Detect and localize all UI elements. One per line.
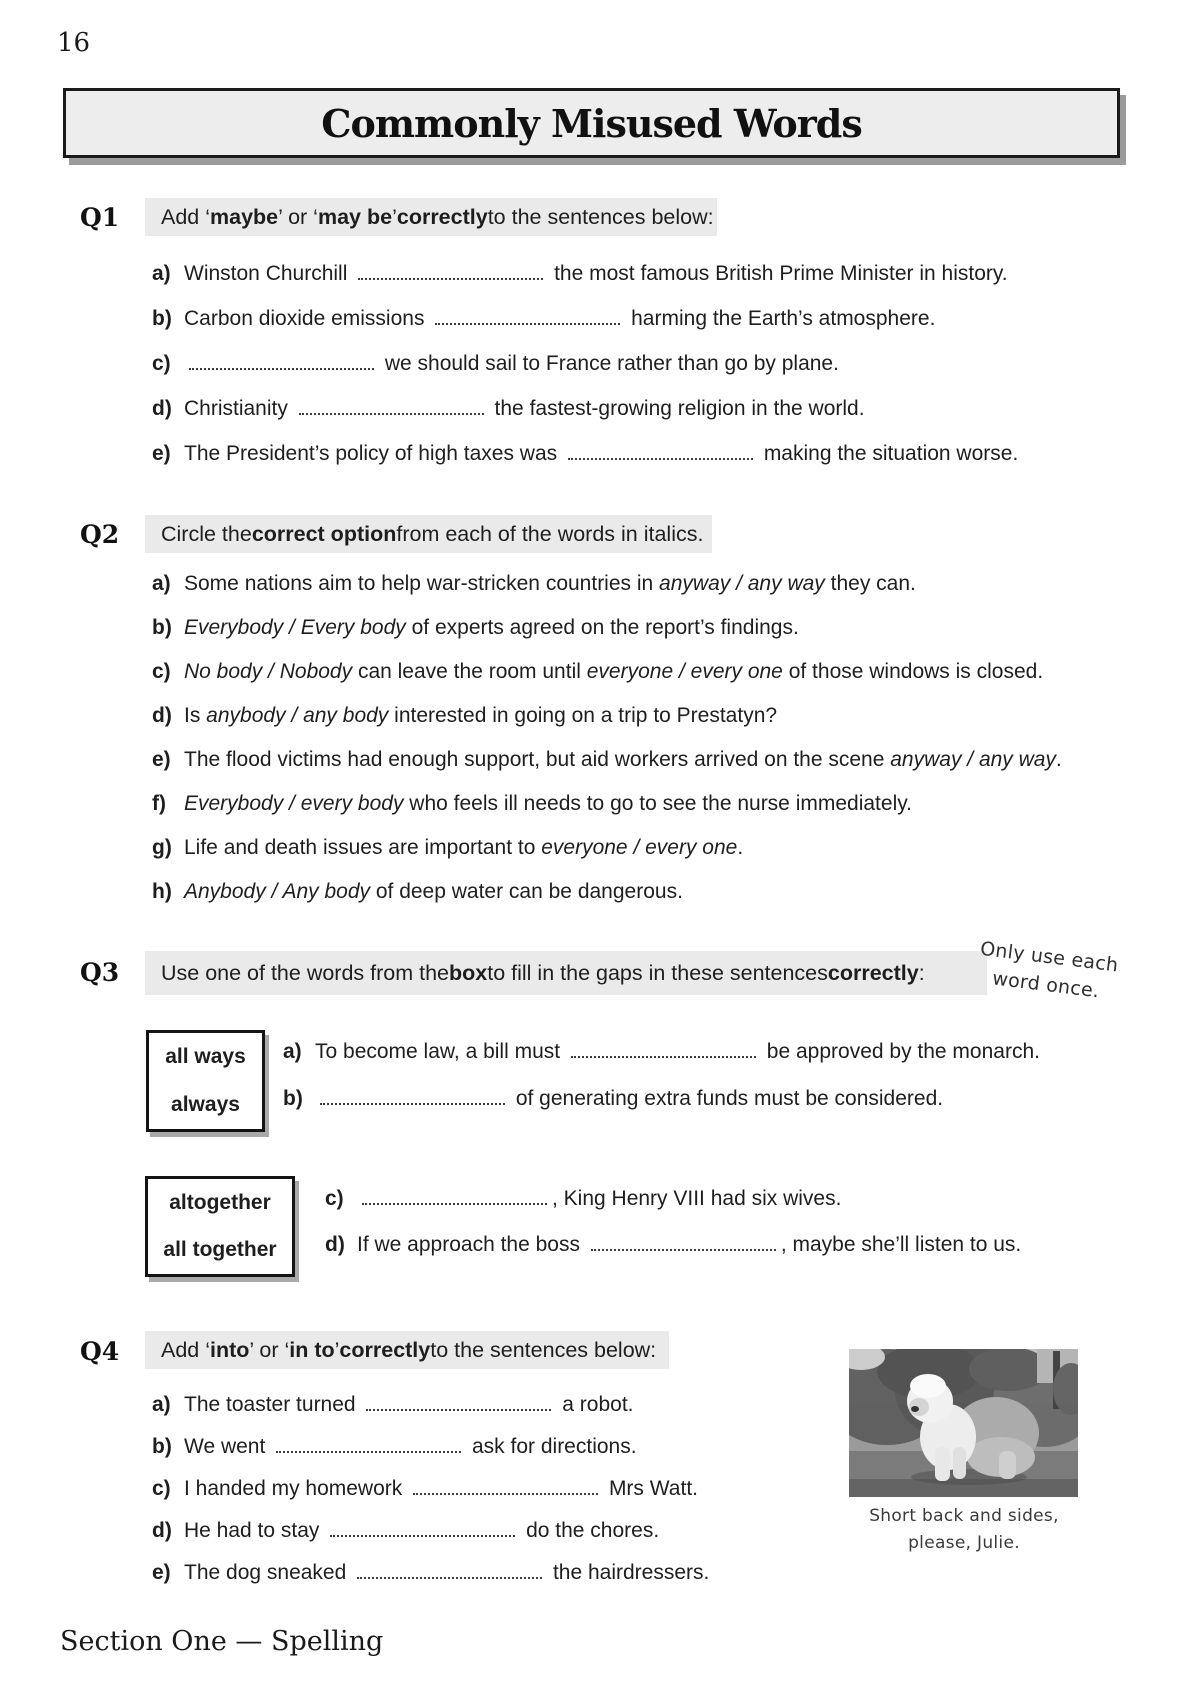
question-row [152, 1519, 709, 1561]
item-text: We went ask for directions. [184, 1435, 637, 1458]
question-row [152, 442, 1018, 487]
answer-blank [366, 1397, 551, 1411]
margin-note [952, 933, 1142, 1010]
question-row [152, 880, 1062, 924]
q3-items-cd [325, 1187, 1021, 1279]
item-text: we should sail to France rather than go by plane. [184, 352, 839, 376]
answer-blank [571, 1044, 756, 1058]
q2-items [152, 572, 1062, 924]
item-text: of generating extra funds must be considered. [315, 1087, 943, 1111]
question-row [152, 307, 1018, 352]
question-row [152, 572, 1062, 616]
item-letter: f) [152, 792, 166, 815]
item-letter: e) [152, 1561, 171, 1584]
item-text: , King Henry VIII had six wives. [357, 1187, 841, 1211]
item-letter: d) [152, 397, 172, 420]
item-letter: b) [152, 1435, 172, 1458]
question-row [283, 1087, 1040, 1134]
answer-blank [330, 1523, 515, 1537]
item-text: The dog sneaked the hairdressers. [184, 1561, 710, 1584]
photo-caption [829, 1503, 1099, 1557]
item-text: Christianity the fastest-growing religion in the world. [184, 397, 865, 420]
title-box [63, 88, 1120, 158]
item-text: To become law, a bill must be approved by the monarch. [315, 1040, 1040, 1063]
item-letter: a) [152, 262, 171, 285]
item-letter: a) [283, 1040, 302, 1063]
question-row [152, 1435, 709, 1477]
word-box-altogether [145, 1176, 295, 1277]
word-option: all ways [165, 1045, 246, 1068]
item-text: Anybody / Any body of deep water can be dangerous. [184, 880, 683, 903]
question-row [152, 1561, 709, 1603]
q2-instruction-bar: Circle the correct option from each of the words in italics. [145, 515, 712, 553]
word-option: all together [163, 1238, 277, 1262]
dog-rear-leg [999, 1451, 1016, 1479]
answer-blank [189, 356, 374, 370]
item-text: If we approach the boss , maybe she’ll listen to us. [357, 1233, 1022, 1256]
question-row [325, 1187, 1021, 1233]
question-row [152, 262, 1018, 307]
question-row [283, 1040, 1040, 1087]
margin-note-line: Only use each [978, 937, 1120, 977]
question-row [152, 616, 1062, 660]
dog-front-leg [935, 1447, 950, 1481]
item-text: The toaster turned a robot. [184, 1393, 634, 1416]
word-option: altogether [169, 1190, 271, 1214]
question-row [152, 660, 1062, 704]
item-letter: b) [152, 307, 172, 330]
question-row [152, 1393, 709, 1435]
q3-instruction-bar: Use one of the words from the box to fill in the gaps in these sentences correctly : [145, 951, 987, 995]
dog-photo [849, 1349, 1078, 1497]
item-text: He had to stay do the chores. [184, 1519, 660, 1542]
item-text: Everybody / Every body of experts agreed on the report’s findings. [184, 616, 799, 639]
dog-front-leg [953, 1447, 966, 1479]
question-row [152, 352, 1018, 397]
q4-items [152, 1393, 709, 1603]
item-letter: g) [152, 836, 172, 859]
answer-blank [299, 401, 484, 415]
item-text: Life and death issues are important to everyone / every one. [184, 836, 744, 859]
margin-note-line: word once. [991, 966, 1101, 1002]
item-letter: b) [152, 616, 172, 639]
q1-items [152, 262, 1018, 487]
item-text: Everybody / every body who feels ill needs to go to see the nurse immediately. [184, 792, 913, 815]
answer-blank [357, 1565, 542, 1579]
item-text: No body / Nobody can leave the room until everyone / every one of those windows is closed. [184, 660, 1044, 683]
item-letter: e) [152, 748, 171, 771]
item-text: Some nations aim to help war-stricken countries in anyway / any way they can. [184, 572, 916, 595]
question-row [325, 1233, 1021, 1279]
item-letter: b) [283, 1087, 303, 1110]
q1-label: Q1 [80, 203, 120, 232]
item-letter: a) [152, 572, 171, 595]
question-row [152, 1477, 709, 1519]
item-text: I handed my homework Mrs Watt. [184, 1477, 698, 1500]
item-text: The flood victims had enough support, but aid workers arrived on the scene anyway / any way. [184, 748, 1062, 771]
item-letter: d) [152, 704, 172, 727]
answer-blank [276, 1439, 461, 1453]
dog-nose [911, 1406, 919, 1412]
section-footer: Section One — Spelling [60, 1626, 384, 1657]
q3-items-ab [283, 1040, 1040, 1134]
question-row [152, 792, 1062, 836]
q1-instruction-bar: Add ‘ maybe ’ or ‘ may be ’ correctly to the sentences below: [145, 198, 717, 236]
answer-blank [362, 1191, 547, 1205]
page-title: Commonly Misused Words [321, 100, 862, 146]
item-text: Carbon dioxide emissions harming the Earth’s atmosphere. [184, 307, 936, 330]
item-letter: c) [152, 660, 171, 683]
word-box-allways [146, 1030, 265, 1132]
answer-blank [435, 311, 620, 325]
photo-caption-line: Short back and sides, [869, 1506, 1059, 1526]
item-letter: a) [152, 1393, 171, 1416]
question-row [152, 836, 1062, 880]
photo-caption-line: please, Julie. [908, 1533, 1020, 1554]
item-text: Winston Churchill the most famous British Prime Minister in history. [184, 262, 1008, 285]
item-letter: c) [152, 352, 171, 375]
item-letter: h) [152, 880, 172, 903]
item-letter: d) [325, 1233, 345, 1256]
q2-label: Q2 [80, 520, 120, 549]
answer-blank [358, 266, 543, 280]
answer-blank [591, 1237, 776, 1251]
dog-topknot [910, 1374, 946, 1398]
answer-blank [568, 446, 753, 460]
item-letter: c) [152, 1477, 171, 1500]
question-row [152, 397, 1018, 442]
answer-blank [320, 1091, 505, 1105]
page-number: 16 [57, 28, 91, 58]
item-letter: d) [152, 1519, 172, 1542]
word-option: always [171, 1093, 240, 1116]
q3-label: Q3 [80, 958, 120, 987]
dog-face-shade [909, 1398, 929, 1416]
q4-instruction-bar: Add ‘ into ’ or ‘ in to ’ correctly to the sentences below: [145, 1331, 669, 1369]
question-row [152, 704, 1062, 748]
item-text: Is anybody / any body interested in going on a trip to Prestatyn? [184, 704, 778, 727]
item-letter: c) [325, 1187, 344, 1210]
item-text: The President’s policy of high taxes was making the situation worse. [184, 442, 1019, 465]
question-row [152, 748, 1062, 792]
answer-blank [413, 1481, 598, 1495]
item-letter: e) [152, 442, 171, 465]
q4-label: Q4 [80, 1337, 120, 1366]
